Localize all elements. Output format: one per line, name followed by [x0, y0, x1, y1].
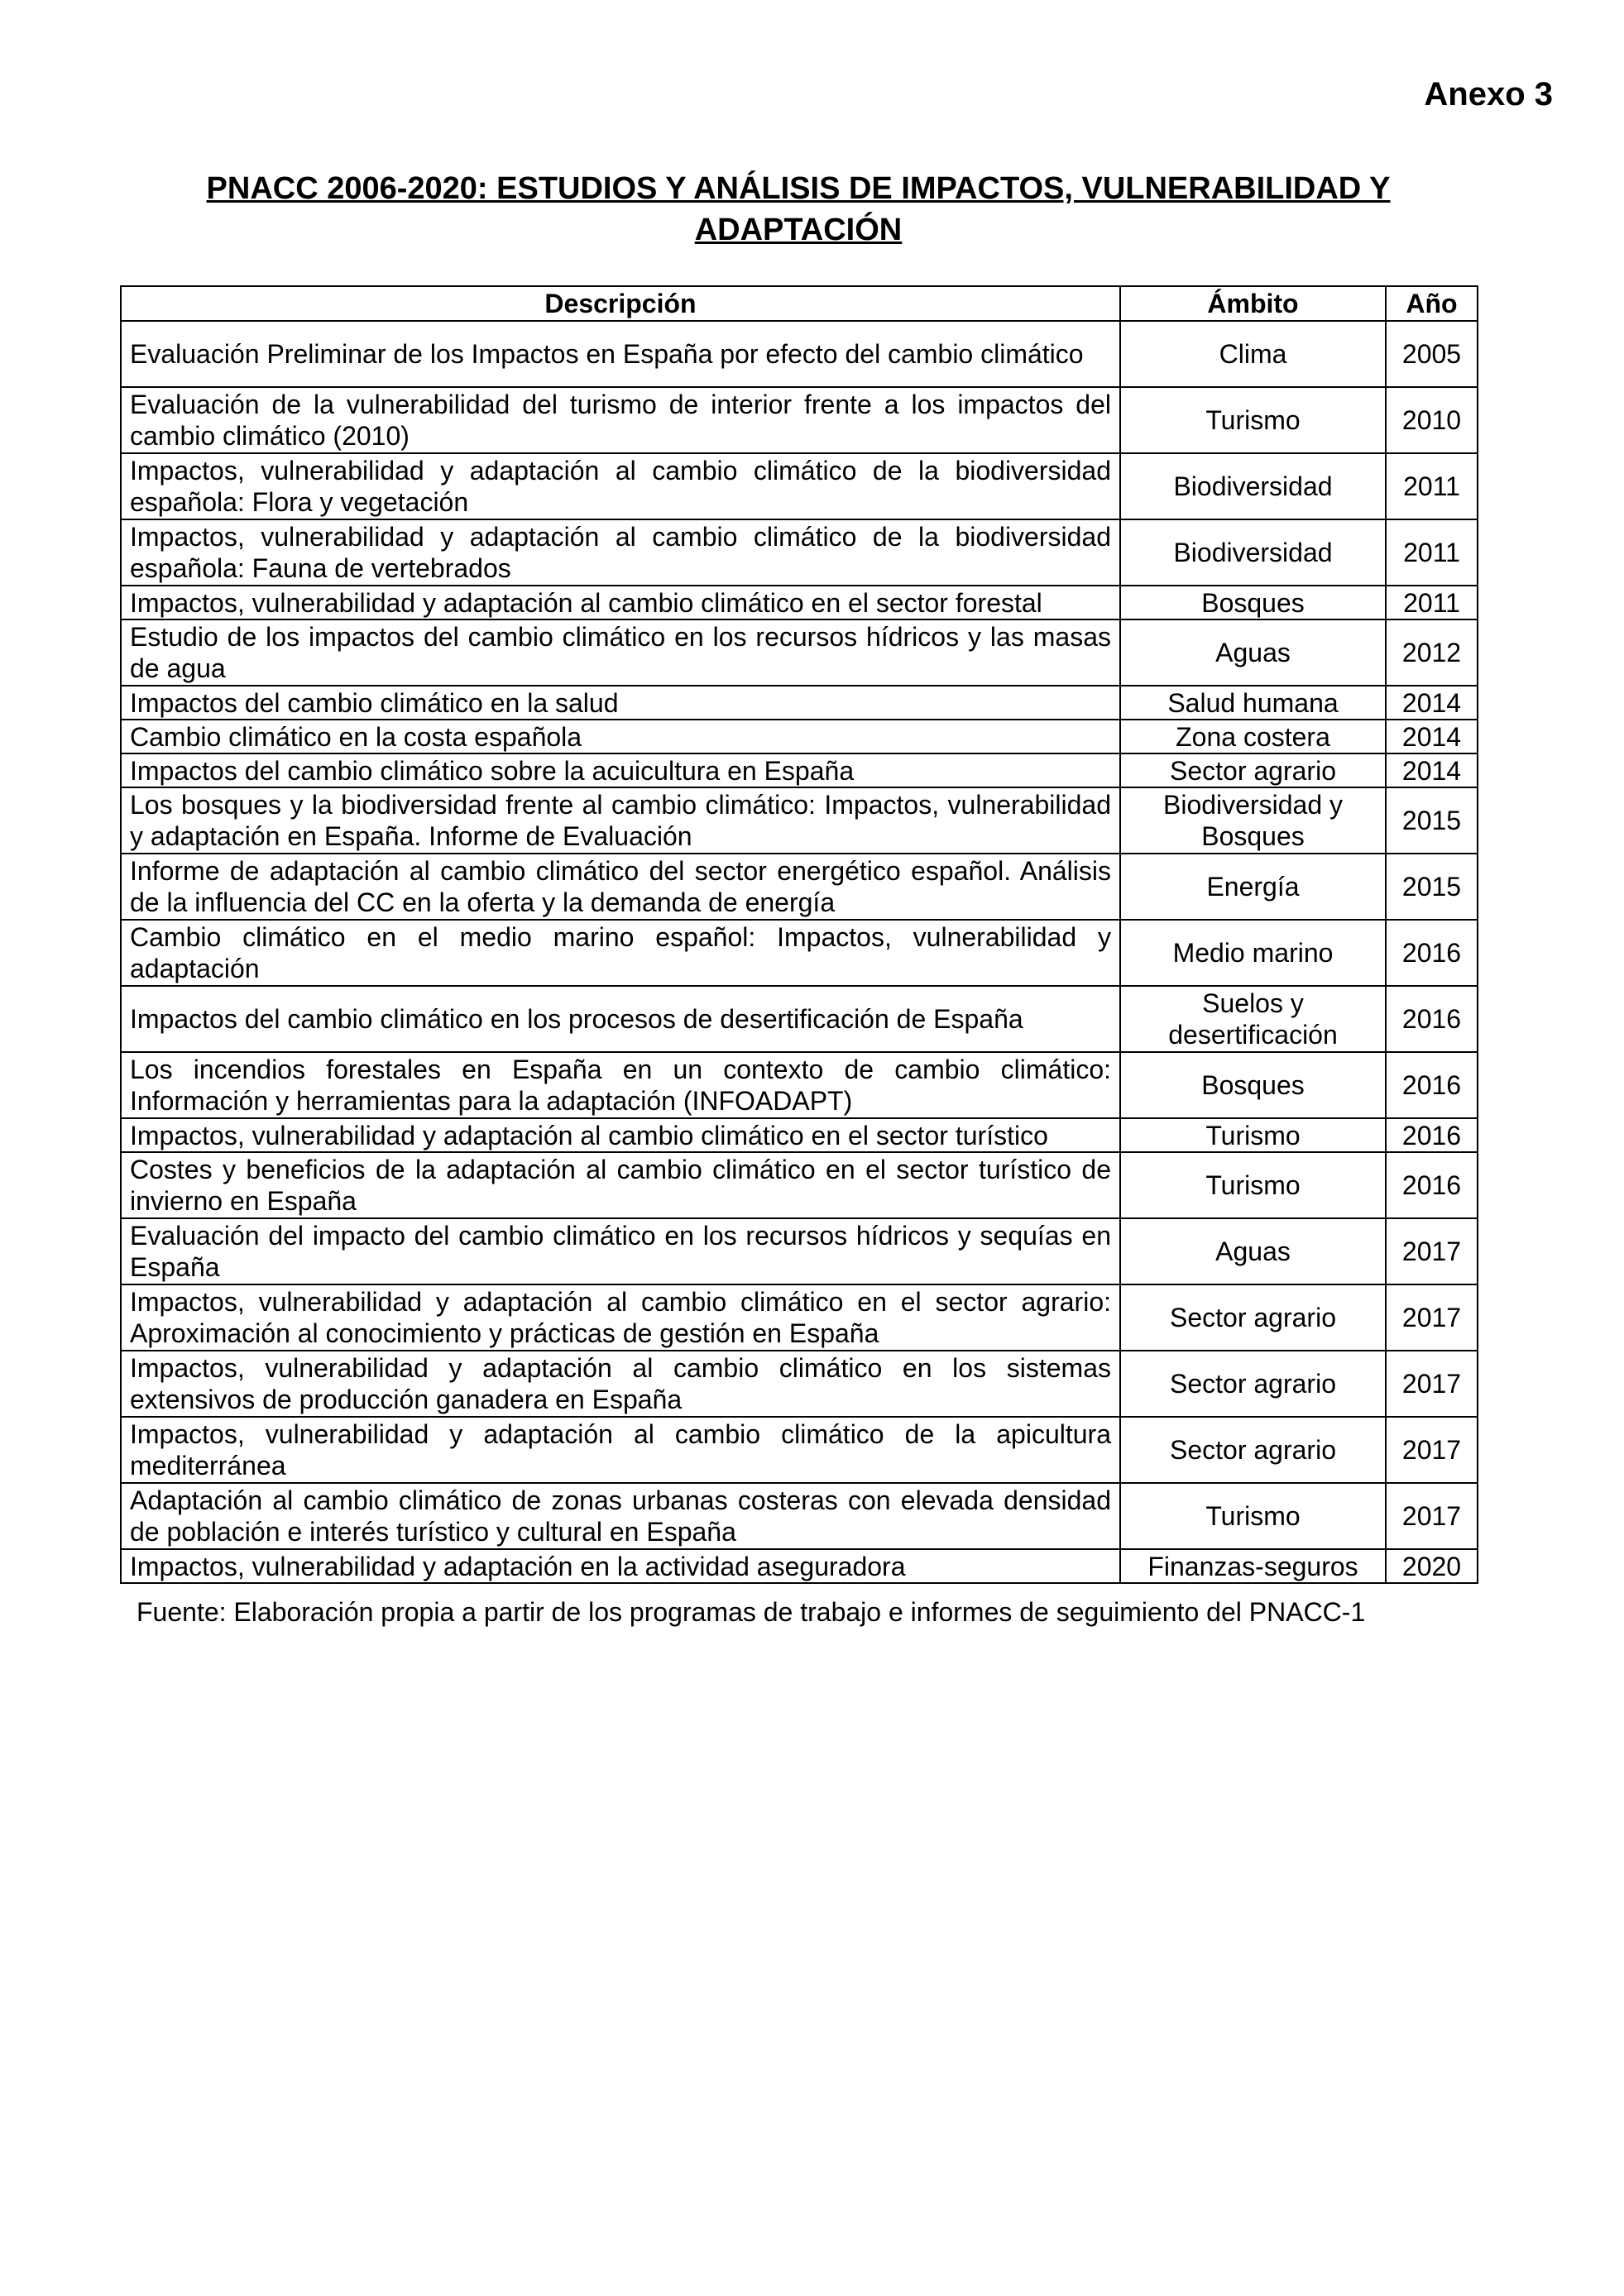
row-description: Impactos del cambio climático en los procesos de desertificación de España	[121, 986, 1120, 1052]
table-header-row	[121, 286, 1478, 321]
row-scope: Zona costera	[1120, 720, 1386, 753]
row-year: 2011	[1386, 519, 1478, 586]
row-scope: Biodiversidad	[1120, 453, 1386, 519]
table-row	[121, 519, 1478, 586]
row-year: 2015	[1386, 854, 1478, 920]
source-note: Fuente: Elaboración propia a partir de los programas de trabajo e informes de seguimiento del PNACC-1	[137, 1597, 1366, 1627]
row-scope: Sector agrario	[1120, 753, 1386, 787]
row-year: 2016	[1386, 920, 1478, 986]
row-description: Impactos, vulnerabilidad y adaptación en la actividad aseguradora	[121, 1549, 1120, 1583]
row-year: 2017	[1386, 1351, 1478, 1417]
table-row	[121, 1351, 1478, 1417]
table-row	[121, 686, 1478, 720]
table-row	[121, 586, 1478, 619]
row-description: Adaptación al cambio climático de zonas urbanas costeras con elevada densidad de población e interés turístico y cultural en España	[121, 1483, 1120, 1549]
row-scope: Aguas	[1120, 1218, 1386, 1284]
table-row	[121, 321, 1478, 387]
row-scope: Turismo	[1120, 1483, 1386, 1549]
row-year: 2016	[1386, 1052, 1478, 1118]
row-scope: Finanzas-seguros	[1120, 1549, 1386, 1583]
table-row	[121, 1152, 1478, 1218]
row-year: 2017	[1386, 1483, 1478, 1549]
header-description: Descripción	[121, 286, 1120, 321]
row-year: 2011	[1386, 586, 1478, 619]
row-description: Informe de adaptación al cambio climático del sector energético español. Análisis de la influencia del CC en la oferta y la demanda de energía	[121, 854, 1120, 920]
table-row	[121, 1118, 1478, 1152]
header-scope: Ámbito	[1120, 286, 1386, 321]
table-row	[121, 1417, 1478, 1483]
row-description: Impactos, vulnerabilidad y adaptación al cambio climático de la biodiversidad española: Flora y vegetación	[121, 453, 1120, 519]
row-scope: Turismo	[1120, 1152, 1386, 1218]
row-year: 2020	[1386, 1549, 1478, 1583]
row-year: 2011	[1386, 453, 1478, 519]
row-year: 2014	[1386, 720, 1478, 753]
row-description: Estudio de los impactos del cambio climático en los recursos hídricos y las masas de agua	[121, 619, 1120, 686]
row-description: Impactos, vulnerabilidad y adaptación al cambio climático en el sector turístico	[121, 1118, 1120, 1152]
row-description: Los bosques y la biodiversidad frente al cambio climático: Impactos, vulnerabilidad y adaptación en España. Informe de Evaluación	[121, 787, 1120, 854]
row-scope: Suelos y desertificación	[1120, 986, 1386, 1052]
row-scope: Bosques	[1120, 1052, 1386, 1118]
row-description: Evaluación de la vulnerabilidad del turismo de interior frente a los impactos del cambio climático (2010)	[121, 387, 1120, 453]
row-description: Impactos, vulnerabilidad y adaptación al cambio climático en el sector forestal	[121, 586, 1120, 619]
row-scope: Energía	[1120, 854, 1386, 920]
row-scope: Salud humana	[1120, 686, 1386, 720]
row-year: 2017	[1386, 1417, 1478, 1483]
row-year: 2015	[1386, 787, 1478, 854]
row-scope: Sector agrario	[1120, 1284, 1386, 1351]
row-description: Impactos del cambio climático en la salud	[121, 686, 1120, 720]
row-scope: Biodiversidad y Bosques	[1120, 787, 1386, 854]
table-row	[121, 387, 1478, 453]
header-year: Año	[1386, 286, 1478, 321]
row-description: Impactos, vulnerabilidad y adaptación al cambio climático en el sector agrario: Aproximación al conocimiento y prácticas de gestión en España	[121, 1284, 1120, 1351]
table-row	[121, 1284, 1478, 1351]
row-description: Impactos, vulnerabilidad y adaptación al cambio climático en los sistemas extensivos de producción ganadera en España	[121, 1351, 1120, 1417]
row-year: 2016	[1386, 1152, 1478, 1218]
table-row	[121, 1483, 1478, 1549]
row-description: Evaluación del impacto del cambio climático en los recursos hídricos y sequías en España	[121, 1218, 1120, 1284]
row-year: 2012	[1386, 619, 1478, 686]
table-row	[121, 1549, 1478, 1583]
row-scope: Sector agrario	[1120, 1417, 1386, 1483]
row-scope: Aguas	[1120, 619, 1386, 686]
row-scope: Medio marino	[1120, 920, 1386, 986]
row-year: 2016	[1386, 986, 1478, 1052]
row-description: Costes y beneficios de la adaptación al cambio climático en el sector turístico de invierno en España	[121, 1152, 1120, 1218]
row-year: 2017	[1386, 1284, 1478, 1351]
row-description: Cambio climático en la costa española	[121, 720, 1120, 753]
row-year: 2016	[1386, 1118, 1478, 1152]
row-scope: Bosques	[1120, 586, 1386, 619]
row-year: 2010	[1386, 387, 1478, 453]
row-year: 2005	[1386, 321, 1478, 387]
row-scope: Biodiversidad	[1120, 519, 1386, 586]
row-description: Impactos, vulnerabilidad y adaptación al cambio climático de la biodiversidad española: Fauna de vertebrados	[121, 519, 1120, 586]
table-row	[121, 753, 1478, 787]
row-scope: Sector agrario	[1120, 1351, 1386, 1417]
table-row	[121, 453, 1478, 519]
annex-label: Anexo 3	[1424, 76, 1553, 112]
table-row	[121, 787, 1478, 854]
table-row	[121, 720, 1478, 753]
row-scope: Turismo	[1120, 387, 1386, 453]
row-description: Los incendios forestales en España en un contexto de cambio climático: Información y herramientas para la adaptación (INFOADAPT)	[121, 1052, 1120, 1118]
row-scope: Turismo	[1120, 1118, 1386, 1152]
table-row	[121, 986, 1478, 1052]
table-row	[121, 920, 1478, 986]
table-row	[121, 1218, 1478, 1284]
row-description: Evaluación Preliminar de los Impactos en España por efecto del cambio climático	[121, 321, 1120, 387]
table-row	[121, 854, 1478, 920]
row-scope: Clima	[1120, 321, 1386, 387]
studies-table	[120, 285, 1478, 1584]
row-year: 2017	[1386, 1218, 1478, 1284]
table-row	[121, 1052, 1478, 1118]
table-row	[121, 619, 1478, 686]
document-title: PNACC 2006-2020: ESTUDIOS Y ANÁLISIS DE IMPACTOS, VULNERABILIDAD Y ADAPTACIÓN	[206, 171, 1391, 247]
row-description: Impactos del cambio climático sobre la acuicultura en España	[121, 753, 1120, 787]
row-year: 2014	[1386, 753, 1478, 787]
row-year: 2014	[1386, 686, 1478, 720]
row-description: Cambio climático en el medio marino español: Impactos, vulnerabilidad y adaptación	[121, 920, 1120, 986]
row-description: Impactos, vulnerabilidad y adaptación al cambio climático de la apicultura mediterránea	[121, 1417, 1120, 1483]
